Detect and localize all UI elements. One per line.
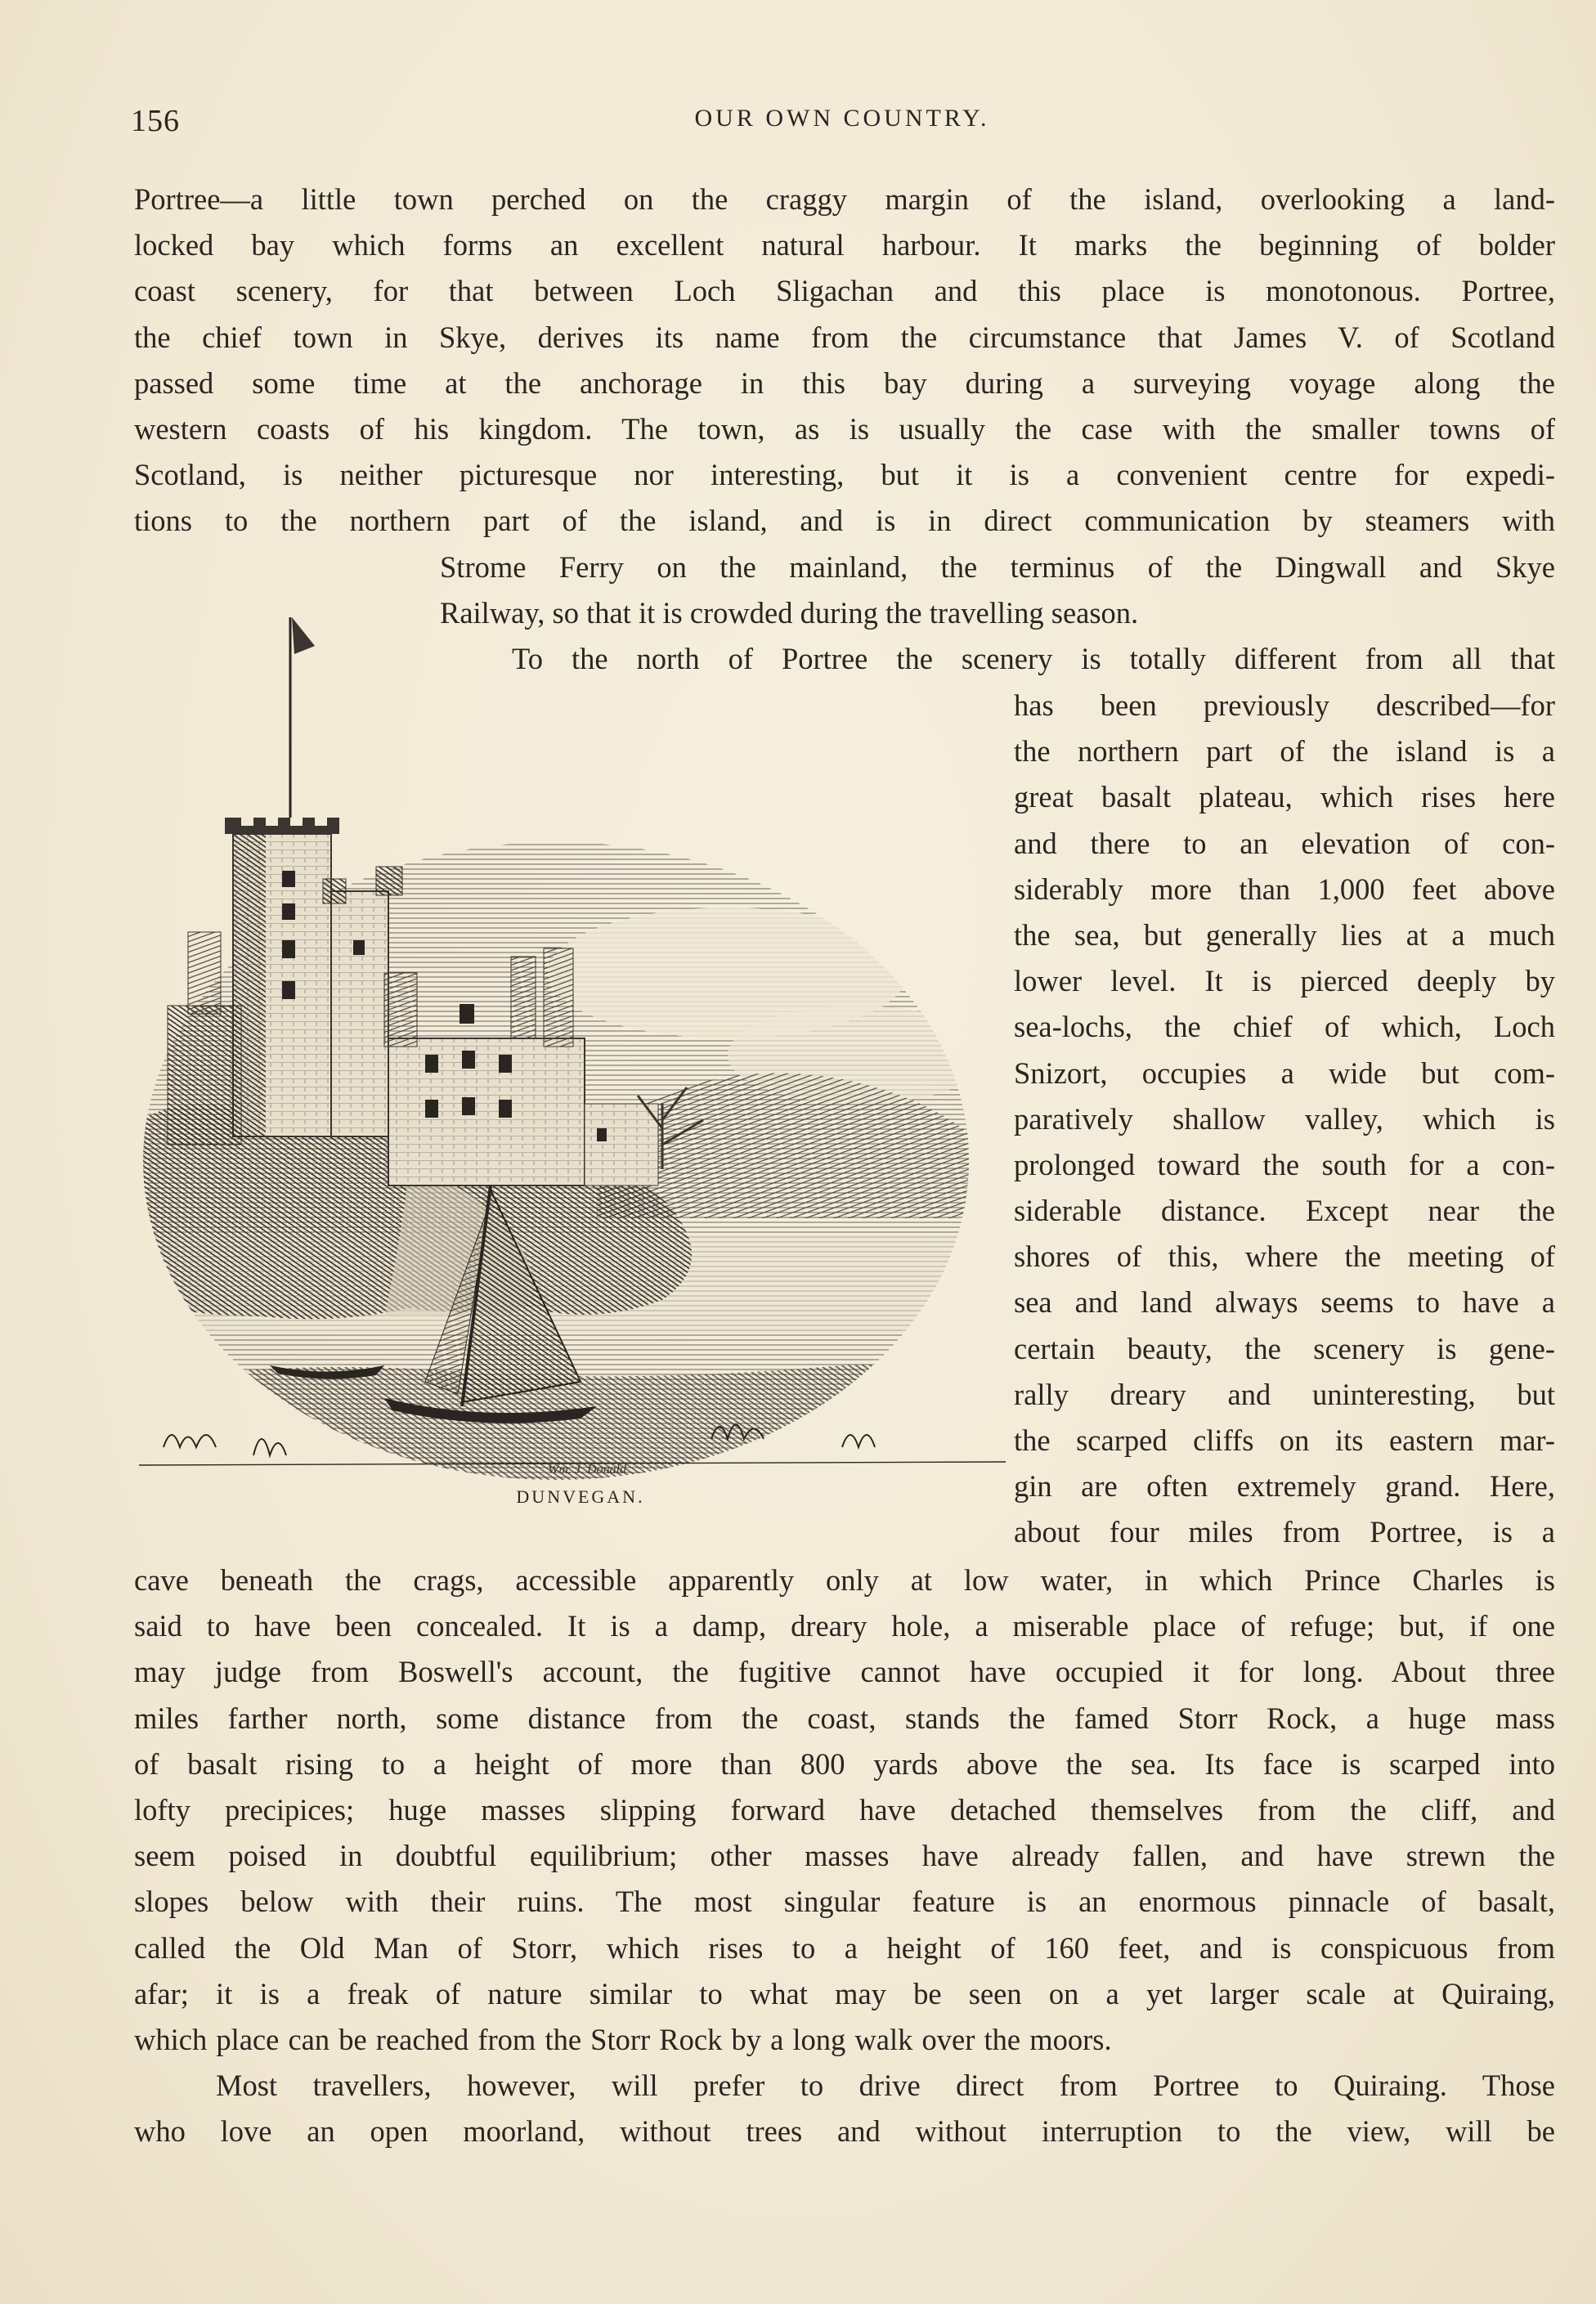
text-line: tions to the northern part of the island, and is in direct communication by steamers with	[134, 504, 1555, 538]
text-line: passed some time at the anchorage in this bay during a surveying voyage along the	[134, 365, 1555, 400]
wrapped-text-column	[1014, 683, 1555, 1556]
text-line: of basalt rising to a height of more than 800 yards above the sea. Its face is scarped into	[134, 1746, 1555, 1781]
text-line: shores of this, where the meeting of	[1014, 1239, 1555, 1274]
text-line: the chief town in Skye, derives its name from the circumstance that James V. of Scotland	[134, 320, 1555, 354]
text-line: Snizort, occupies a wide but com-	[1014, 1056, 1555, 1090]
text-line: coast scenery, for that between Loch Sligachan and this place is monotonous. Portree,	[134, 274, 1555, 308]
text-line: paratively shallow valley, which is	[1014, 1101, 1555, 1136]
text-line: lofty precipices; huge masses slipping forward have detached themselves from the cliff, and	[134, 1792, 1555, 1827]
paragraph-start-line: To the north of Portree the scenery is totally different from all that	[512, 642, 1555, 676]
text-line: locked bay which forms an excellent natural harbour. It marks the beginning of bolder	[134, 228, 1555, 262]
text-line: may judge from Boswell's account, the fugitive cannot have occupied it for long. About three	[134, 1655, 1555, 1689]
text-line: afar; it is a freak of nature similar to what may be seen on a yet larger scale at Quiraing,	[134, 1976, 1555, 2010]
text-line: Railway, so that it is crowded during the travelling season.	[440, 596, 1139, 630]
text-line: has been previously described—for	[1014, 688, 1555, 722]
engraving-illustration	[139, 597, 1006, 1504]
text-line: prolonged toward the south for a con-	[1014, 1147, 1555, 1181]
text-line: and there to an elevation of con-	[1014, 826, 1555, 860]
text-line: the scarped cliffs on its eastern mar-	[1014, 1423, 1555, 1457]
text-line: miles farther north, some distance from the coast, stands the famed Storr Rock, a huge mass	[134, 1701, 1555, 1735]
text-line: sea-lochs, the chief of which, Loch	[1014, 1010, 1555, 1044]
text-line: western coasts of his kingdom. The town, as is usually the case with the smaller towns of	[134, 411, 1555, 446]
figure-caption: DUNVEGAN.	[516, 1486, 645, 1507]
text-line: great basalt plateau, which rises here	[1014, 780, 1555, 814]
text-line: which place can be reached from the Storr Rock by a long walk over the moors.	[134, 2022, 1112, 2056]
text-line: said to have been concealed. It is a damp, dreary hole, a miserable place of refuge; but, if one	[134, 1609, 1555, 1643]
text-line: the sea, but generally lies at a much	[1014, 917, 1555, 952]
text-line: gin are often extremely grand. Here,	[1014, 1469, 1555, 1504]
paragraph-start-line: Most travellers, however, will prefer to drive direct from Portree to Quiraing. Those	[216, 2069, 1555, 2103]
text-line: cave beneath the crags, accessible apparently only at low water, in which Prince Charles is	[134, 1563, 1555, 1597]
text-line: certain beauty, the scenery is gene-	[1014, 1331, 1555, 1365]
text-line: seem poised in doubtful equilibrium; other masses have already fallen, and have strewn the	[134, 1839, 1555, 1873]
text-line: lower level. It is pierced deeply by	[1014, 964, 1555, 998]
dunvegan-engraving	[139, 597, 1006, 1504]
closing-paragraph	[134, 1558, 1555, 2154]
text-line: the northern part of the island is a	[1014, 734, 1555, 769]
text-line: Strome Ferry on the mainland, the terminus of the Dingwall and Skye	[440, 550, 1555, 584]
text-line: sea and land always seems to have a	[1014, 1285, 1555, 1320]
text-line: Portree—a little town perched on the craggy margin of the island, overlooking a land-	[134, 182, 1555, 216]
text-line: called the Old Man of Storr, which rises to a height of 160 feet, and is conspicuous from	[134, 1930, 1555, 1965]
engraver-signature: Wm. J. Donald	[548, 1463, 626, 1477]
text-line: siderably more than 1,000 feet above	[1014, 872, 1555, 906]
text-line: rally dreary and uninteresting, but	[1014, 1377, 1555, 1411]
text-line: about four miles from Portree, is a	[1014, 1515, 1555, 1549]
text-line: siderable distance. Except near the	[1014, 1194, 1555, 1228]
text-line: who love an open moorland, without trees and without interruption to the view, will be	[134, 2114, 1555, 2149]
text-line: Scotland, is neither picturesque nor interesting, but it is a convenient centre for expedi-	[134, 458, 1555, 492]
page-header	[131, 98, 1553, 147]
running-title: OUR OWN COUNTRY.	[694, 105, 990, 132]
page-number: 156	[131, 104, 180, 138]
text-line: slopes below with their ruins. The most singular feature is an enormous pinnacle of basalt,	[134, 1885, 1555, 1919]
opening-paragraph	[134, 177, 1555, 545]
